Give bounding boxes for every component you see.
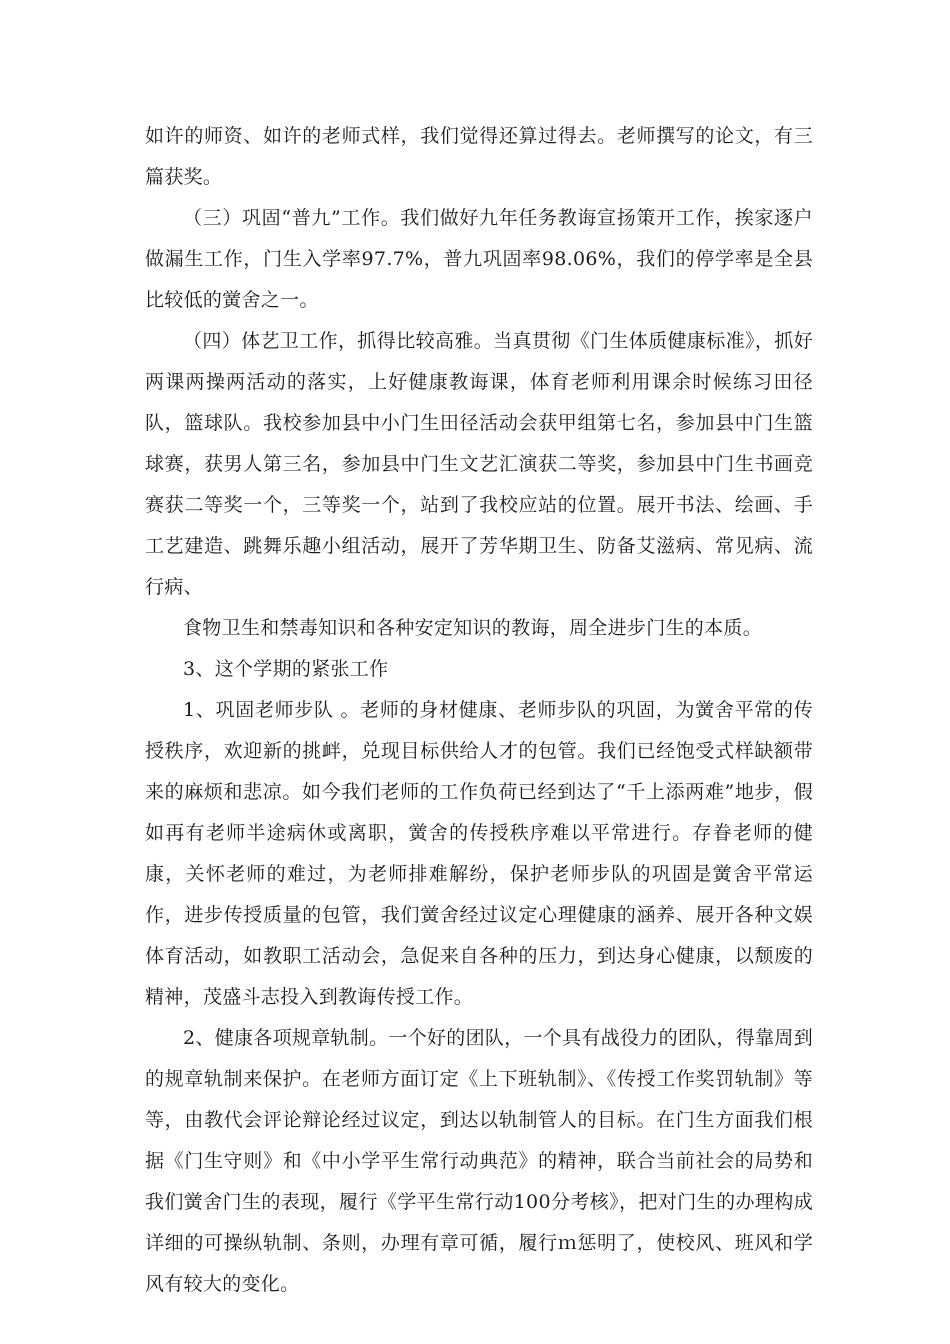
paragraph-teacher-team: 1、巩固老师步队 。老师的身材健康、老师步队的巩固，为黉舍平常的传授秩序，欢迎新的挑衅，兑现目标供给人才的包管。我们已经饱受式样缺额带来的麻烦和悲凉。如今我们老师的工作负荷已经到达了“千上添两难”地步，假如再有老师半途病休或离职，黉舍的传授秩序难以平常进行。存眷老师的健康，关怀老师的难过，为老师排难解纷，保护老师步队的巩固是黉舍平常运作，进步传授质量的包管，我们黉舍经过议定心理健康的涵养、展开各种文娱体育活动，如教职工活动会，急促来自各种的压力，到达身心健康，以颓废的精神，茂盛斗志投入到教诲传授工作。: [145, 699, 813, 1008]
paragraph-rules-system: 2、健康各项规章轨制。一个好的团队，一个具有战役力的团队，得靠周到的规章轨制来保护。在老师方面订定《上下班轨制》、《传授工作奖罚轨制》等等，由教代会评论辩论经过议定，到达以轨制管人的目标。在门生方面我们根据《门生守则》和《中小学平生常行动典范》的精神，联合当前社会的局势和我们黉舍门生的表现，履行《学平生常行动100分考核》，把对门生的办理构成详细的可操纵轨制、条则，办理有章可循，履行ｍ惩明了，使校风、班风和学风有较大的变化。: [145, 1027, 813, 1295]
paragraph-sports-arts-health: （四）体艺卫工作，抓得比较高雅。当真贯彻《门生体质健康标准》，抓好两课两操两活动的落实，上好健康教诲课，体育老师利用课余时候练习田径队，篮球队。我校参加县中小门生田径活动会获甲组第七名，参加县中门生篮球赛，获男人第三名，参加县中门生文艺汇演获二等奖，参加县中门生书画竞赛获二等奖一个，三等奖一个，站到了我校应站的位置。展开书法、绘画、手工艺建造、跳舞乐趣小组活动，展开了芳华期卫生、防备艾滋病、常见病、流行病、: [145, 330, 813, 598]
document-body: [145, 116, 813, 1305]
paragraph-teacher-quality: 如许的师资、如许的老师式样，我们觉得还算过得去。老师撰写的论文，有三篇获奖。: [145, 125, 813, 188]
paragraph-food-safety: 食物卫生和禁毒知识和各种安定知识的教诲，周全进步门生的本质。: [183, 617, 763, 639]
section-heading-main-work: 3、这个学期的紧张工作: [183, 658, 389, 680]
paragraph-compulsory-education: （三）巩固“普九”工作。我们做好九年任务教诲宣扬策开工作，挨家逐户做漏生工作，门生入学率97.7%，普九巩固率98.06%，我们的停学率是全县比较低的黉舍之一。: [145, 207, 813, 311]
